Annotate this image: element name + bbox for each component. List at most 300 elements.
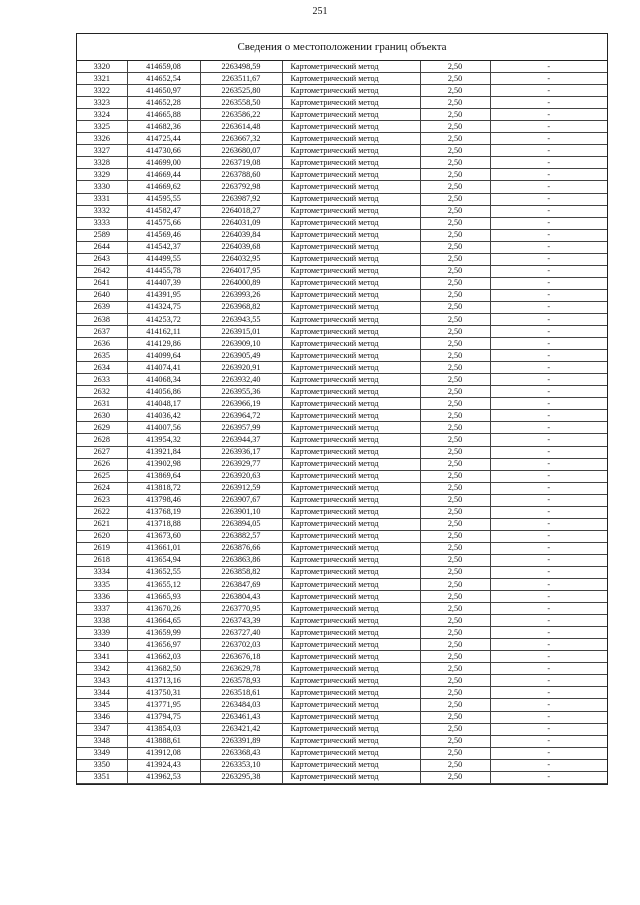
method: Картометрический метод <box>282 422 420 434</box>
coordinate-x: 413662,03 <box>127 651 200 663</box>
method: Картометрический метод <box>282 663 420 675</box>
table-row <box>77 253 607 265</box>
note: - <box>490 85 607 97</box>
point-number: 3346 <box>77 711 127 723</box>
coordinate-y: 2263901,10 <box>200 506 282 518</box>
method: Картометрический метод <box>282 181 420 193</box>
method: Картометрический метод <box>282 566 420 578</box>
coordinate-x: 414099,64 <box>127 350 200 362</box>
coordinate-x: 414324,75 <box>127 301 200 313</box>
coordinate-x: 413921,84 <box>127 446 200 458</box>
page-number: 251 <box>312 6 328 17</box>
note: - <box>490 603 607 615</box>
point-number: 3322 <box>77 85 127 97</box>
coordinate-y: 2263876,66 <box>200 542 282 554</box>
accuracy: 2,50 <box>420 591 490 603</box>
method: Картометрический метод <box>282 735 420 747</box>
table-row <box>77 386 607 398</box>
coordinate-x: 413670,26 <box>127 603 200 615</box>
note: - <box>490 301 607 313</box>
coordinate-y: 2263788,60 <box>200 169 282 181</box>
table-row <box>77 374 607 386</box>
note: - <box>490 494 607 506</box>
note: - <box>490 759 607 771</box>
accuracy: 2,50 <box>420 579 490 591</box>
note: - <box>490 687 607 699</box>
table-row <box>77 579 607 591</box>
point-number: 3350 <box>77 759 127 771</box>
point-number: 2643 <box>77 253 127 265</box>
table-row <box>77 85 607 97</box>
accuracy: 2,50 <box>420 386 490 398</box>
coordinate-x: 414665,88 <box>127 109 200 121</box>
coordinate-x: 413682,50 <box>127 663 200 675</box>
method: Картометрический метод <box>282 350 420 362</box>
table-row <box>77 229 607 241</box>
accuracy: 2,50 <box>420 603 490 615</box>
point-number: 2642 <box>77 265 127 277</box>
note: - <box>490 326 607 338</box>
note: - <box>490 506 607 518</box>
accuracy: 2,50 <box>420 145 490 157</box>
point-number: 3332 <box>77 205 127 217</box>
note: - <box>490 554 607 566</box>
table-row <box>77 711 607 723</box>
coordinate-x: 414068,34 <box>127 374 200 386</box>
coordinate-y: 2263719,08 <box>200 157 282 169</box>
method: Картометрический метод <box>282 277 420 289</box>
point-number: 3328 <box>77 157 127 169</box>
accuracy: 2,50 <box>420 229 490 241</box>
note: - <box>490 470 607 482</box>
table-row <box>77 169 607 181</box>
method: Картометрический метод <box>282 603 420 615</box>
table-row <box>77 759 607 771</box>
method: Картометрический метод <box>282 265 420 277</box>
method: Картометрический метод <box>282 639 420 651</box>
coordinate-y: 2263518,61 <box>200 687 282 699</box>
method: Картометрический метод <box>282 217 420 229</box>
method: Картометрический метод <box>282 771 420 783</box>
coordinate-x: 414725,44 <box>127 133 200 145</box>
accuracy: 2,50 <box>420 61 490 73</box>
coordinate-x: 414569,46 <box>127 229 200 241</box>
method: Картометрический метод <box>282 651 420 663</box>
coordinate-y: 2263943,55 <box>200 313 282 325</box>
note: - <box>490 121 607 133</box>
coordinate-y: 2263863,86 <box>200 554 282 566</box>
table-row <box>77 97 607 109</box>
accuracy: 2,50 <box>420 253 490 265</box>
coordinate-y: 2264017,95 <box>200 265 282 277</box>
table-row <box>77 133 607 145</box>
coordinate-x: 413768,19 <box>127 506 200 518</box>
note: - <box>490 109 607 121</box>
table-row <box>77 362 607 374</box>
point-number: 2589 <box>77 229 127 241</box>
note: - <box>490 157 607 169</box>
accuracy: 2,50 <box>420 434 490 446</box>
accuracy: 2,50 <box>420 663 490 675</box>
coordinate-x: 414056,86 <box>127 386 200 398</box>
note: - <box>490 711 607 723</box>
accuracy: 2,50 <box>420 181 490 193</box>
coordinate-x: 413665,93 <box>127 591 200 603</box>
table-row <box>77 434 607 446</box>
accuracy: 2,50 <box>420 699 490 711</box>
coordinate-y: 2263955,36 <box>200 386 282 398</box>
note: - <box>490 241 607 253</box>
table-row <box>77 747 607 759</box>
table-row <box>77 398 607 410</box>
note: - <box>490 181 607 193</box>
coordinate-y: 2264000,89 <box>200 277 282 289</box>
table-row <box>77 470 607 482</box>
method: Картометрический метод <box>282 145 420 157</box>
point-number: 2619 <box>77 542 127 554</box>
point-number: 2631 <box>77 398 127 410</box>
table-row <box>77 205 607 217</box>
table-row <box>77 422 607 434</box>
method: Картометрический метод <box>282 326 420 338</box>
coordinate-x: 414699,00 <box>127 157 200 169</box>
coordinate-x: 414650,97 <box>127 85 200 97</box>
coordinate-x: 413954,32 <box>127 434 200 446</box>
coordinate-y: 2263676,18 <box>200 651 282 663</box>
point-number: 2618 <box>77 554 127 566</box>
note: - <box>490 482 607 494</box>
coordinate-x: 413854,03 <box>127 723 200 735</box>
note: - <box>490 735 607 747</box>
method: Картометрический метод <box>282 85 420 97</box>
table-row <box>77 61 607 73</box>
note: - <box>490 386 607 398</box>
point-number: 3343 <box>77 675 127 687</box>
table-row <box>77 217 607 229</box>
method: Картометрический метод <box>282 687 420 699</box>
accuracy: 2,50 <box>420 109 490 121</box>
point-number: 2625 <box>77 470 127 482</box>
accuracy: 2,50 <box>420 301 490 313</box>
accuracy: 2,50 <box>420 133 490 145</box>
accuracy: 2,50 <box>420 374 490 386</box>
method: Картометрический метод <box>282 723 420 735</box>
note: - <box>490 458 607 470</box>
point-number: 2630 <box>77 410 127 422</box>
point-number: 3330 <box>77 181 127 193</box>
note: - <box>490 410 607 422</box>
note: - <box>490 133 607 145</box>
coordinate-x: 414652,54 <box>127 73 200 85</box>
accuracy: 2,50 <box>420 157 490 169</box>
accuracy: 2,50 <box>420 217 490 229</box>
method: Картометрический метод <box>282 699 420 711</box>
coordinate-x: 414575,66 <box>127 217 200 229</box>
coordinate-y: 2263461,43 <box>200 711 282 723</box>
accuracy: 2,50 <box>420 506 490 518</box>
point-number: 3320 <box>77 61 127 73</box>
coordinate-y: 2263727,40 <box>200 627 282 639</box>
table-row <box>77 735 607 747</box>
point-number: 2638 <box>77 313 127 325</box>
table-row <box>77 542 607 554</box>
method: Картометрический метод <box>282 759 420 771</box>
method: Картометрический метод <box>282 410 420 422</box>
accuracy: 2,50 <box>420 554 490 566</box>
coordinate-y: 2263295,38 <box>200 771 282 783</box>
coordinate-y: 2263944,37 <box>200 434 282 446</box>
table-row <box>77 506 607 518</box>
point-number: 3337 <box>77 603 127 615</box>
table-row <box>77 518 607 530</box>
coordinate-x: 414730,66 <box>127 145 200 157</box>
coordinate-x: 414595,55 <box>127 193 200 205</box>
coordinate-x: 413656,97 <box>127 639 200 651</box>
point-number: 3342 <box>77 663 127 675</box>
coordinate-y: 2263484,03 <box>200 699 282 711</box>
table-row <box>77 554 607 566</box>
table-row <box>77 591 607 603</box>
method: Картометрический метод <box>282 398 420 410</box>
method: Картометрический метод <box>282 121 420 133</box>
accuracy: 2,50 <box>420 675 490 687</box>
method: Картометрический метод <box>282 675 420 687</box>
note: - <box>490 229 607 241</box>
coordinate-y: 2263743,39 <box>200 615 282 627</box>
coordinate-y: 2263391,89 <box>200 735 282 747</box>
point-number: 3326 <box>77 133 127 145</box>
method: Картометрический метод <box>282 229 420 241</box>
boundary-table <box>76 33 608 785</box>
accuracy: 2,50 <box>420 313 490 325</box>
table-row <box>77 615 607 627</box>
method: Картометрический метод <box>282 434 420 446</box>
coordinate-y: 2263511,67 <box>200 73 282 85</box>
note: - <box>490 205 607 217</box>
table-row <box>77 675 607 687</box>
note: - <box>490 313 607 325</box>
table-row <box>77 446 607 458</box>
coordinate-y: 2263353,10 <box>200 759 282 771</box>
point-number: 2627 <box>77 446 127 458</box>
coordinate-y: 2264039,68 <box>200 241 282 253</box>
method: Картометрический метод <box>282 241 420 253</box>
note: - <box>490 277 607 289</box>
coordinate-x: 414682,36 <box>127 121 200 133</box>
coordinate-y: 2263667,32 <box>200 133 282 145</box>
note: - <box>490 747 607 759</box>
table-row <box>77 627 607 639</box>
method: Картометрический метод <box>282 747 420 759</box>
accuracy: 2,50 <box>420 446 490 458</box>
coordinate-y: 2263558,50 <box>200 97 282 109</box>
coordinate-x: 414253,72 <box>127 313 200 325</box>
coordinate-x: 414407,39 <box>127 277 200 289</box>
accuracy: 2,50 <box>420 362 490 374</box>
coordinate-x: 413664,65 <box>127 615 200 627</box>
table-row <box>77 603 607 615</box>
coordinate-x: 414074,41 <box>127 362 200 374</box>
point-number: 2629 <box>77 422 127 434</box>
accuracy: 2,50 <box>420 566 490 578</box>
coordinate-x: 413902,98 <box>127 458 200 470</box>
method: Картометрический метод <box>282 338 420 350</box>
coordinate-y: 2263920,91 <box>200 362 282 374</box>
method: Картометрический метод <box>282 169 420 181</box>
coordinate-x: 413718,88 <box>127 518 200 530</box>
coordinate-y: 2264018,27 <box>200 205 282 217</box>
coordinate-x: 413713,16 <box>127 675 200 687</box>
point-number: 2628 <box>77 434 127 446</box>
method: Картометрический метод <box>282 205 420 217</box>
table-row <box>77 651 607 663</box>
coordinate-x: 414162,11 <box>127 326 200 338</box>
coordinate-y: 2263586,22 <box>200 109 282 121</box>
coordinate-x: 413798,46 <box>127 494 200 506</box>
coordinate-x: 413750,31 <box>127 687 200 699</box>
accuracy: 2,50 <box>420 687 490 699</box>
point-number: 2634 <box>77 362 127 374</box>
table-row <box>77 338 607 350</box>
coordinate-y: 2263847,69 <box>200 579 282 591</box>
method: Картометрический метод <box>282 470 420 482</box>
coordinate-y: 2263882,57 <box>200 530 282 542</box>
point-number: 3335 <box>77 579 127 591</box>
accuracy: 2,50 <box>420 410 490 422</box>
note: - <box>490 338 607 350</box>
method: Картометрический метод <box>282 253 420 265</box>
coordinate-x: 413794,75 <box>127 711 200 723</box>
note: - <box>490 627 607 639</box>
table-row <box>77 566 607 578</box>
note: - <box>490 699 607 711</box>
note: - <box>490 771 607 783</box>
coordinate-y: 2263957,99 <box>200 422 282 434</box>
accuracy: 2,50 <box>420 470 490 482</box>
accuracy: 2,50 <box>420 277 490 289</box>
table-row <box>77 687 607 699</box>
coordinates-table <box>77 61 607 784</box>
accuracy: 2,50 <box>420 458 490 470</box>
method: Картометрический метод <box>282 591 420 603</box>
point-number: 2620 <box>77 530 127 542</box>
coordinate-y: 2263770,95 <box>200 603 282 615</box>
accuracy: 2,50 <box>420 627 490 639</box>
accuracy: 2,50 <box>420 651 490 663</box>
coordinate-x: 414659,08 <box>127 61 200 73</box>
table-row <box>77 109 607 121</box>
point-number: 2623 <box>77 494 127 506</box>
coordinate-y: 2263929,77 <box>200 458 282 470</box>
note: - <box>490 530 607 542</box>
coordinate-y: 2263912,59 <box>200 482 282 494</box>
coordinate-y: 2263964,72 <box>200 410 282 422</box>
coordinate-x: 413673,60 <box>127 530 200 542</box>
point-number: 2633 <box>77 374 127 386</box>
method: Картометрический метод <box>282 374 420 386</box>
coordinate-y: 2263578,93 <box>200 675 282 687</box>
table-row <box>77 410 607 422</box>
coordinate-x: 413869,64 <box>127 470 200 482</box>
coordinate-y: 2263894,05 <box>200 518 282 530</box>
coordinate-x: 414129,86 <box>127 338 200 350</box>
point-number: 3349 <box>77 747 127 759</box>
note: - <box>490 61 607 73</box>
accuracy: 2,50 <box>420 771 490 783</box>
accuracy: 2,50 <box>420 494 490 506</box>
coordinate-y: 2264039,84 <box>200 229 282 241</box>
method: Картометрический метод <box>282 193 420 205</box>
method: Картометрический метод <box>282 386 420 398</box>
note: - <box>490 446 607 458</box>
coordinate-x: 413912,08 <box>127 747 200 759</box>
note: - <box>490 145 607 157</box>
table-row <box>77 771 607 783</box>
point-number: 3323 <box>77 97 127 109</box>
table-row <box>77 157 607 169</box>
coordinate-y: 2264031,09 <box>200 217 282 229</box>
accuracy: 2,50 <box>420 747 490 759</box>
point-number: 3344 <box>77 687 127 699</box>
note: - <box>490 615 607 627</box>
accuracy: 2,50 <box>420 338 490 350</box>
point-number: 3327 <box>77 145 127 157</box>
point-number: 2635 <box>77 350 127 362</box>
coordinate-x: 413771,95 <box>127 699 200 711</box>
accuracy: 2,50 <box>420 85 490 97</box>
point-number: 3340 <box>77 639 127 651</box>
coordinate-y: 2263792,98 <box>200 181 282 193</box>
accuracy: 2,50 <box>420 241 490 253</box>
method: Картометрический метод <box>282 313 420 325</box>
table-row <box>77 193 607 205</box>
coordinate-x: 413888,61 <box>127 735 200 747</box>
note: - <box>490 73 607 85</box>
note: - <box>490 289 607 301</box>
accuracy: 2,50 <box>420 97 490 109</box>
table-row <box>77 458 607 470</box>
coordinate-y: 2263936,17 <box>200 446 282 458</box>
accuracy: 2,50 <box>420 205 490 217</box>
note: - <box>490 723 607 735</box>
note: - <box>490 591 607 603</box>
point-number: 3325 <box>77 121 127 133</box>
table-row <box>77 73 607 85</box>
coordinate-y: 2263932,40 <box>200 374 282 386</box>
note: - <box>490 169 607 181</box>
coordinate-y: 2263905,49 <box>200 350 282 362</box>
table-row <box>77 313 607 325</box>
coordinate-y: 2263614,48 <box>200 121 282 133</box>
coordinate-x: 414669,62 <box>127 181 200 193</box>
point-number: 3338 <box>77 615 127 627</box>
coordinate-y: 2263702,03 <box>200 639 282 651</box>
method: Картометрический метод <box>282 482 420 494</box>
coordinate-y: 2263804,43 <box>200 591 282 603</box>
note: - <box>490 675 607 687</box>
table-row <box>77 723 607 735</box>
point-number: 2624 <box>77 482 127 494</box>
coordinate-x: 414391,95 <box>127 289 200 301</box>
method: Картометрический метод <box>282 506 420 518</box>
accuracy: 2,50 <box>420 73 490 85</box>
method: Картометрический метод <box>282 579 420 591</box>
method: Картометрический метод <box>282 61 420 73</box>
point-number: 2640 <box>77 289 127 301</box>
point-number: 3351 <box>77 771 127 783</box>
point-number: 3345 <box>77 699 127 711</box>
method: Картометрический метод <box>282 73 420 85</box>
